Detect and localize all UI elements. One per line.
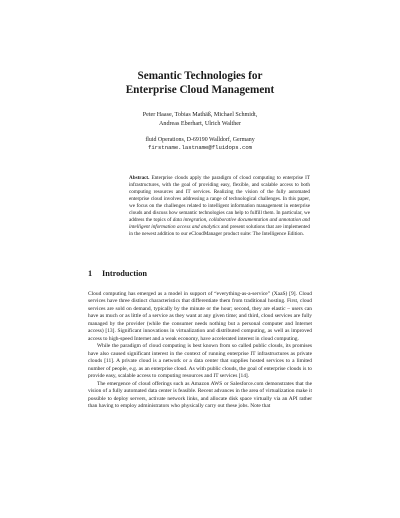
abstract-keywords: data integration, collaborative documentation and annotation and intelligent information access and analytics — [129, 216, 310, 230]
abstract-text-a: Enterprise clouds apply the paradigm of cloud computing to enterprise IT infrastructures, with the goal of providing easy, flexible, and scalable access to both computing resources and IT services. Realizing the vision of the fully automated enterprise cloud involves addressing a range of technological challenges. In this paper, we focus on the challenges related to intelligent information management in enterprise clouds and discuss how semantic technologies can help to fulfill them. In particular, we address the topics of — [129, 175, 310, 223]
paper-title — [0, 70, 400, 97]
paragraph-3: The emergence of cloud offerings such as Amazon AWS or Salesforce.com demonstrates that the vision of a fully automated data center is feasible. Recent advances in the area of virtualization make it possible to deploy servers, activate network links, and allocate disk space virtually via an API rather than having to employ administrators who physically carry out these jobs. Note that — [88, 380, 312, 410]
affiliation-block — [0, 136, 400, 152]
body-text — [88, 291, 312, 411]
author-email: firstname.lastname@fluidops.com — [147, 144, 253, 152]
section-title: Introduction — [102, 269, 148, 278]
section-heading — [88, 269, 147, 279]
paragraph-2: While the paradigm of cloud computing is best known from so called public clouds, its promises have also caused significant interest in the context of running enterprise IT infrastructures as private clouds [11]. A private cloud is a network or a data center that supplies hosted services to a limited number of people, e.g. as an enterprise cloud. As with public clouds, the goal of enterprise clouds is to provide easy, scalable access to computing resources and IT services [14]. — [88, 343, 312, 380]
title-line-2: Enterprise Cloud Management — [125, 83, 275, 96]
author-list — [0, 111, 400, 128]
title-line-1: Semantic Technologies for — [137, 70, 263, 82]
paragraph-1: Cloud computing has emerged as a model in support of “everything-as-a-service” (XaaS) [9]. Cloud services have three distinct characteristics that differentiate them from traditional hosting. First, cloud services are sold on demand, typically by the minute or the hour; second, they are elastic – users can have as much or as little of a service as they want at any given time; and third, cloud services are fully managed by the provider (while the consumer needs nothing but a personal computer and Internet access) [13]. Significant innovations in virtualization and distributed computing, as well as improved access to high-speed Internet and a weak economy, have accelerated interest in cloud computing. — [88, 291, 312, 342]
abstract-text-b: and present solutions that are implemented in the newest addition to our eCloudManager product suite: The Intelligence Edition. — [129, 223, 310, 237]
authors-line-2: Andreas Eberhart, Ulrich Walther — [159, 120, 241, 127]
abstract — [129, 175, 310, 238]
affiliation: fluid Operations, D-69190 Walldorf, Germany — [145, 137, 255, 143]
section-number: 1 — [88, 269, 93, 278]
abstract-label: Abstract. — [129, 175, 150, 181]
authors-line-1: Peter Haase, Tobias Mathäß, Michael Schmidt, — [142, 112, 258, 118]
